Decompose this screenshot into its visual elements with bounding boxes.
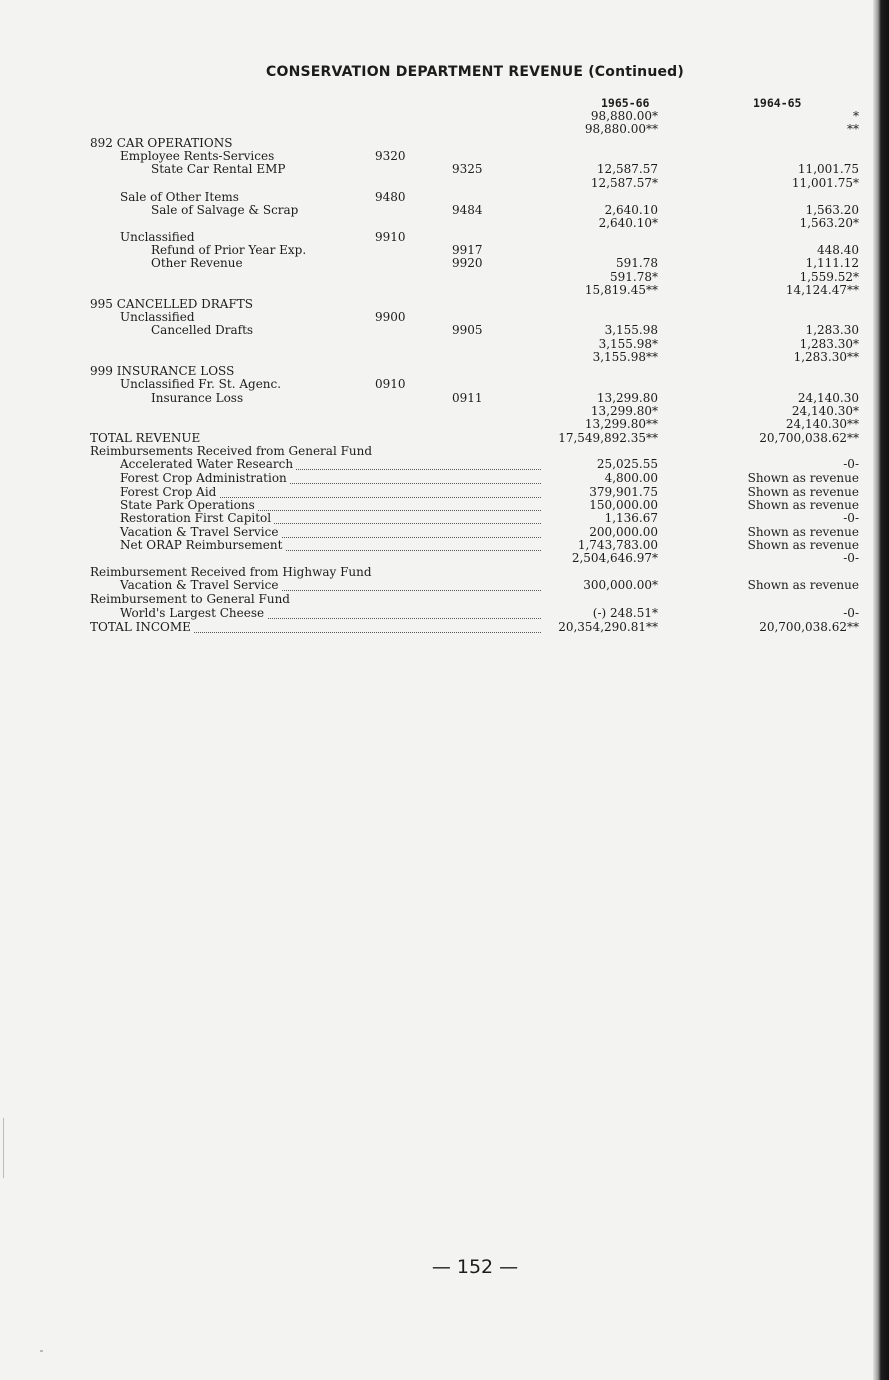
value-1965-66: 4,800.00 (604, 471, 658, 485)
row-label: Accelerated Water Research (120, 458, 296, 471)
value-1965-66: 379,901.75 (589, 485, 658, 499)
value-1965-66: 2,504,646.97* (571, 551, 658, 565)
value-1965-66: 150,000.00 (589, 498, 658, 512)
row-label: Insurance Loss (151, 391, 244, 405)
table-row (0, 579, 870, 592)
value-1964-65: -0- (843, 511, 859, 525)
table-row (0, 163, 870, 176)
value-1965-66: 2,640.10 (604, 203, 658, 217)
value-1964-65: -0- (843, 606, 859, 620)
account-code: 9900 (375, 310, 406, 324)
page-number: — 152 — (431, 1256, 519, 1278)
value-1964-65: 24,140.30* (791, 404, 859, 418)
row-label: Unclassified Fr. St. Agenc. (120, 377, 282, 391)
value-1964-65: 1,283.30 (805, 323, 859, 337)
value-1964-65: 14,124.47** (785, 283, 859, 297)
column-header-1964-65: 1964-65 (753, 96, 802, 110)
table-row (0, 110, 870, 123)
value-1964-65: * (853, 109, 859, 123)
table-row (0, 458, 870, 471)
table-row (0, 271, 870, 284)
table-row (0, 418, 870, 431)
value-1965-66: 300,000.00* (583, 578, 658, 592)
row-label: Reimbursement Received from Highway Fund (90, 565, 372, 579)
table-row (0, 338, 870, 351)
value-1964-65: -0- (843, 457, 859, 471)
account-code: 9910 (375, 230, 406, 244)
row-label: Refund of Prior Year Exp. (151, 243, 307, 257)
row-label: Vacation & Travel Service (120, 526, 281, 539)
table-row (0, 378, 870, 391)
row-label: Reimbursement to General Fund (90, 592, 290, 606)
table-row (0, 607, 870, 620)
account-code: 0910 (375, 377, 406, 391)
table-row (0, 244, 870, 257)
row-label: 892 CAR OPERATIONS (90, 136, 233, 150)
value-1964-65: 11,001.75* (791, 176, 859, 190)
value-1965-66: 1,743,783.00 (577, 538, 658, 552)
value-1964-65: 1,283.30* (799, 337, 859, 351)
value-1965-66: 12,587.57* (590, 176, 658, 190)
row-label: Sale of Other Items (120, 190, 239, 204)
value-1965-66: 98,880.00* (590, 109, 658, 123)
table-row (0, 284, 870, 297)
table-row (0, 392, 870, 405)
value-1965-66: 12,587.57 (596, 162, 658, 176)
sub-code: 9920 (452, 256, 483, 270)
value-1965-66: 15,819.45** (584, 283, 658, 297)
table-row (0, 191, 870, 204)
value-1965-66: 25,025.55 (596, 457, 658, 471)
table-row (0, 324, 870, 337)
table-row (0, 621, 870, 634)
table-row (0, 311, 870, 324)
value-1964-65: Shown as revenue (747, 471, 859, 485)
value-1965-66: 17,549,892.35** (558, 431, 658, 445)
value-1965-66: 591.78* (610, 270, 658, 284)
table-row (0, 204, 870, 217)
table-row (0, 177, 870, 190)
value-1964-65: 1,111.12 (805, 256, 859, 270)
table-row (0, 150, 870, 163)
row-label: Unclassified (120, 230, 195, 244)
page-edge-shadow (873, 0, 889, 1380)
row-label: Vacation & Travel Service (120, 579, 281, 592)
value-1964-65: 24,140.30 (797, 391, 859, 405)
sub-code: 9325 (452, 162, 483, 176)
row-label: Unclassified (120, 310, 195, 324)
value-1964-65: ** (847, 122, 859, 136)
value-1964-65: 20,700,038.62** (759, 620, 859, 634)
table-row (0, 231, 870, 244)
value-1964-65: 24,140.30** (785, 417, 859, 431)
value-1965-66: 3,155.98* (598, 337, 658, 351)
account-code: 9320 (375, 149, 406, 163)
row-label: Employee Rents-Services (120, 149, 275, 163)
row-label: Sale of Salvage & Scrap (151, 203, 299, 217)
value-1965-66: 13,299.80* (590, 404, 658, 418)
value-1965-66: 3,155.98 (604, 323, 658, 337)
scan-mark (3, 1118, 4, 1178)
value-1965-66: 200,000.00 (589, 525, 658, 539)
value-1965-66: (-) 248.51* (592, 606, 658, 620)
table-row (0, 123, 870, 136)
row-label: Restoration First Capitol (120, 512, 274, 525)
value-1964-65: Shown as revenue (747, 578, 859, 592)
row-label: 995 CANCELLED DRAFTS (90, 297, 254, 311)
page-title: CONSERVATION DEPARTMENT REVENUE (Continued) (266, 64, 684, 80)
table-row (0, 257, 870, 270)
account-code: 9480 (375, 190, 406, 204)
value-1965-66: 3,155.98** (592, 350, 658, 364)
row-label: State Park Operations (120, 499, 258, 512)
value-1964-65: 1,563.20* (799, 216, 859, 230)
value-1964-65: -0- (843, 551, 859, 565)
value-1964-65: 11,001.75 (797, 162, 859, 176)
row-label: Forest Crop Aid (120, 486, 219, 499)
sub-code: 0911 (452, 391, 483, 405)
value-1965-66: 98,880.00** (584, 122, 658, 136)
sub-code: 9905 (452, 323, 483, 337)
value-1964-65: 1,283.30** (793, 350, 859, 364)
sub-code: 9484 (452, 203, 483, 217)
value-1964-65: 1,559.52* (799, 270, 859, 284)
row-label: State Car Rental EMP (151, 162, 286, 176)
table-row (0, 351, 870, 364)
value-1964-65: Shown as revenue (747, 485, 859, 499)
table-row (0, 472, 870, 485)
value-1965-66: 2,640.10* (598, 216, 658, 230)
value-1964-65: Shown as revenue (747, 525, 859, 539)
row-label: Forest Crop Administration (120, 472, 290, 485)
scan-mark (40, 1350, 43, 1352)
value-1964-65: Shown as revenue (747, 498, 859, 512)
column-header-1965-66: 1965-66 (601, 96, 650, 110)
sub-code: 9917 (452, 243, 483, 257)
row-label: Reimbursements Received from General Fund (90, 444, 373, 458)
row-label: TOTAL REVENUE (90, 431, 201, 445)
table-row (0, 593, 870, 606)
table-row (0, 539, 870, 552)
table-row (0, 552, 870, 565)
row-label: Cancelled Drafts (151, 323, 254, 337)
row-label: Other Revenue (151, 256, 243, 270)
value-1965-66: 13,299.80** (584, 417, 658, 431)
value-1965-66: 1,136.67 (604, 511, 658, 525)
table-row (0, 512, 870, 525)
row-label: 999 INSURANCE LOSS (90, 364, 235, 378)
table-row (0, 217, 870, 230)
value-1964-65: 20,700,038.62** (759, 431, 859, 445)
row-label: Net ORAP Reimbursement (120, 539, 285, 552)
row-label: World's Largest Cheese (120, 607, 267, 620)
value-1965-66: 13,299.80 (596, 391, 658, 405)
value-1964-65: Shown as revenue (747, 538, 859, 552)
row-label: TOTAL INCOME (90, 621, 194, 634)
value-1965-66: 591.78 (616, 256, 658, 270)
value-1964-65: 448.40 (817, 243, 859, 257)
value-1965-66: 20,354,290.81** (558, 620, 658, 634)
table-row (0, 405, 870, 418)
value-1964-65: 1,563.20 (805, 203, 859, 217)
